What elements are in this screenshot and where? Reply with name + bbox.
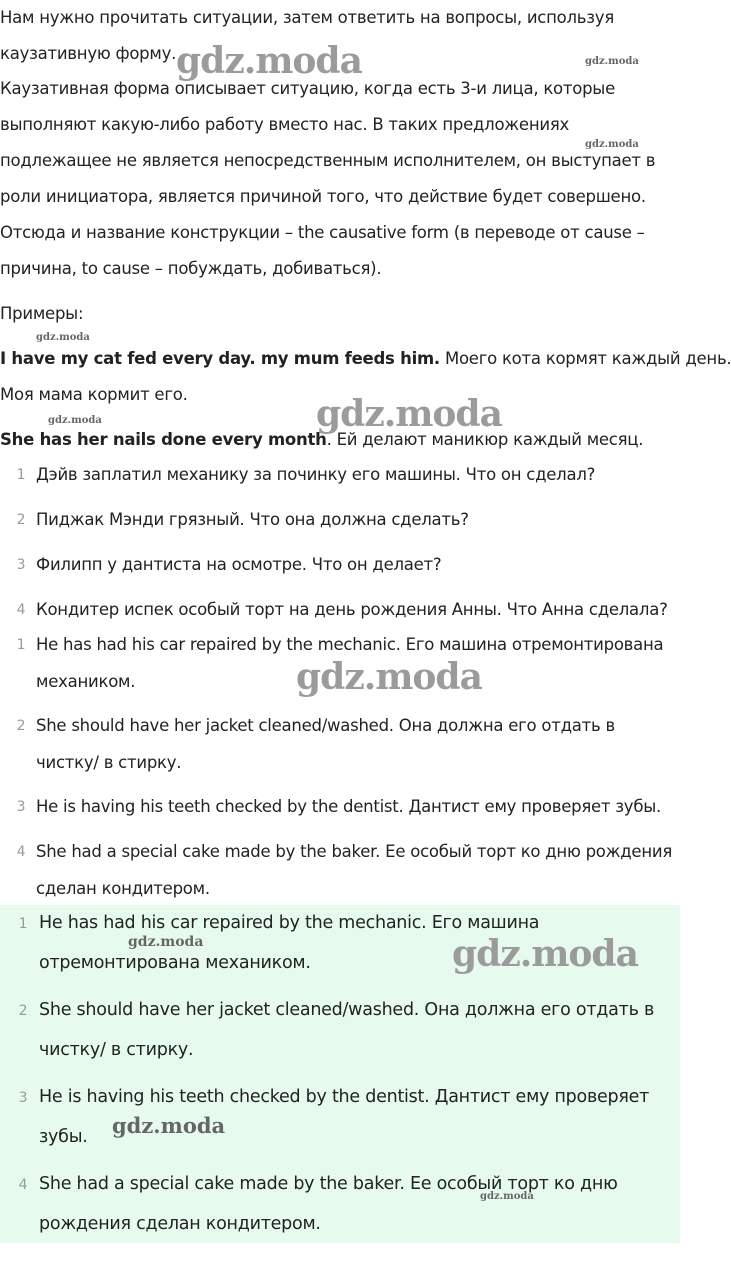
question-item bbox=[0, 465, 680, 487]
watermark: gdz.moda bbox=[36, 332, 90, 343]
watermark: gdz.moda bbox=[112, 1113, 226, 1138]
example-2-translation: . Ей делают маникюр каждый месяц. bbox=[326, 430, 644, 449]
item-number: 3 bbox=[16, 799, 26, 815]
item-number: 1 bbox=[16, 467, 26, 483]
answer-item bbox=[0, 797, 680, 819]
question-item bbox=[0, 600, 680, 622]
item-number: 4 bbox=[16, 844, 26, 860]
watermark: gdz.moda bbox=[296, 656, 482, 698]
answer-line: зубы. bbox=[39, 1127, 88, 1147]
answer-line: рождения сделан кондитером. bbox=[39, 1214, 321, 1234]
answer-item bbox=[0, 716, 680, 776]
example-1 bbox=[0, 341, 731, 377]
item-number: 3 bbox=[18, 1090, 28, 1106]
intro-line: выполняют какую-либо работу вместо нас. В таких предложениях bbox=[0, 115, 570, 134]
answer-line: He is having his teeth checked by the dentist. Дантист ему проверяет зубы. bbox=[36, 797, 662, 816]
answer-line: He has had his car repaired by the mechanic. Его машина отремонтирована bbox=[36, 635, 664, 654]
question-item bbox=[0, 510, 680, 532]
watermark: gdz.moda bbox=[128, 934, 204, 950]
answer-line: She had a special cake made by the baker. Ее особый торт ко дню рождения bbox=[36, 842, 673, 861]
answer-line: She should have her jacket cleaned/washed. Она должна его отдать в bbox=[39, 1000, 655, 1020]
example-2-english: She has her nails done every month bbox=[0, 430, 327, 449]
answer-item bbox=[0, 842, 680, 902]
item-number: 3 bbox=[16, 557, 26, 573]
answer-line: She should have her jacket cleaned/washed. Она должна его отдать в bbox=[36, 716, 615, 735]
answer-line: She had a special cake made by the baker. Ее особый торт ко дню bbox=[39, 1174, 618, 1194]
answer-line: чистку/ в стирку. bbox=[39, 1040, 194, 1060]
answer-line: He is having his teeth checked by the dentist. Дантист ему проверяет bbox=[39, 1087, 650, 1107]
intro-line: Нам нужно прочитать ситуации, затем ответить на вопросы, используя bbox=[0, 8, 614, 27]
item-number: 2 bbox=[16, 512, 26, 528]
watermark: gdz.moda bbox=[585, 139, 639, 150]
examples-heading: Примеры: bbox=[0, 304, 84, 323]
question-text: Дэйв заплатил механику за починку его машины. Что он сделал? bbox=[36, 465, 596, 484]
intro-line: подлежащее не является непосредственным исполнителем, он выступает в bbox=[0, 151, 656, 170]
intro-line: причина, to cause – побуждать, добиваться). bbox=[0, 259, 382, 278]
item-number: 4 bbox=[16, 602, 26, 618]
item-number: 2 bbox=[18, 1003, 28, 1019]
answer-line: чистку/ в стирку. bbox=[36, 753, 182, 772]
intro-line: Отсюда и название конструкции – the causative form (в переводе от cause – bbox=[0, 223, 645, 242]
item-number: 1 bbox=[16, 637, 26, 653]
answer-line: He has had his car repaired by the mechanic. Его машина bbox=[39, 913, 540, 933]
watermark: gdz.moda bbox=[48, 415, 102, 426]
watermark: gdz.moda bbox=[176, 40, 362, 82]
question-text: Филипп у дантиста на осмотре. Что он делает? bbox=[36, 555, 442, 574]
highlighted-answer-item bbox=[0, 1087, 680, 1151]
example-1-english: I have my cat fed every day. my mum feeds him. bbox=[0, 349, 440, 368]
answer-line: механиком. bbox=[36, 672, 136, 691]
watermark: gdz.moda bbox=[585, 56, 639, 67]
example-1-line2: Моя мама кормит его. bbox=[0, 385, 188, 404]
question-text: Кондитер испек особый торт на день рождения Анны. Что Анна сделала? bbox=[36, 600, 668, 619]
answer-line: сделан кондитером. bbox=[36, 879, 210, 898]
highlighted-answer-item bbox=[0, 1000, 680, 1064]
intro-line: роли инициатора, является причиной того, что действие будет совершено. bbox=[0, 187, 646, 206]
highlighted-answer-item bbox=[0, 1174, 680, 1238]
item-number: 2 bbox=[16, 718, 26, 734]
intro-line: Каузативная форма описывает ситуацию, когда есть 3-и лица, которые bbox=[0, 79, 615, 98]
intro-line: каузативную форму. bbox=[0, 44, 177, 63]
item-number: 4 bbox=[18, 1177, 28, 1193]
example-1-translation: Моего кота кормят каждый день. bbox=[439, 349, 731, 368]
watermark: gdz.moda bbox=[480, 1191, 534, 1202]
item-number: 1 bbox=[18, 916, 28, 932]
answer-line: отремонтирована механиком. bbox=[39, 953, 311, 973]
question-item bbox=[0, 555, 680, 577]
watermark: gdz.moda bbox=[316, 393, 502, 435]
watermark: gdz.moda bbox=[452, 933, 638, 975]
question-text: Пиджак Мэнди грязный. Что она должна сделать? bbox=[36, 510, 469, 529]
